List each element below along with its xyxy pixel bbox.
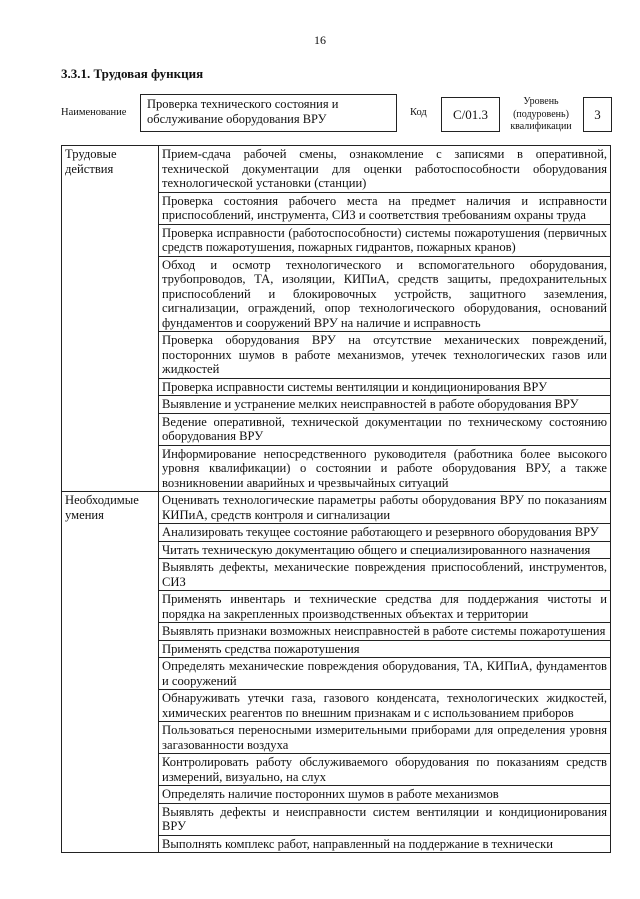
code-value-box: С/01.3 bbox=[441, 97, 500, 132]
page-number: 16 bbox=[314, 33, 326, 47]
item-cell: Проверка состояния рабочего места на предмет наличия и исправности приспособлений, инструмента, СИЗ и соответствия требованиям охраны труда bbox=[159, 192, 611, 224]
item-cell: Определять наличие посторонних шумов в работе механизмов bbox=[159, 786, 611, 804]
item-cell: Анализировать текущее состояние работающего и резервного оборудования ВРУ bbox=[159, 524, 611, 542]
table-row bbox=[62, 146, 611, 193]
section-title: 3.3.1. Трудовая функция bbox=[61, 66, 204, 81]
item-cell: Применять инвентарь и технические средства для поддержания чистоты и порядка на закрепленных производственных объектах и территории bbox=[159, 591, 611, 623]
item-cell: Выявлять дефекты и неисправности систем вентиляции и кондиционирования ВРУ bbox=[159, 803, 611, 835]
item-cell: Обход и осмотр технологического и вспомогательного оборудования, трубопроводов, ТА, изоляции, КИПиА, средств защиты, предохранительных приспособлений и блокировочных устройств, защитного заземления, сигнализации, ограждений, опор технологического оборудования, оснований фундаментов и сооружений ВРУ на наличие и исправность bbox=[159, 256, 611, 332]
item-cell: Выявлять признаки возможных неисправностей в работе системы пожаротушения bbox=[159, 623, 611, 641]
item-cell: Ведение оперативной, технической документации по техническому состоянию оборудования ВРУ bbox=[159, 413, 611, 445]
item-cell: Применять средства пожаротушения bbox=[159, 640, 611, 658]
item-cell: Прием-сдача рабочей смены, ознакомление с записями в оперативной, технической документации для оценки работоспособности оборудования технологической установки (станции) bbox=[159, 146, 611, 193]
function-table-body bbox=[62, 146, 611, 853]
item-cell: Контролировать работу обслуживаемого оборудования по показаниям средств измерений, визуально, на слух bbox=[159, 754, 611, 786]
item-cell: Проверка исправности (работоспособности) системы пожаротушения (первичных средств пожаротушения, пожарных гидрантов, пожарных кранов) bbox=[159, 224, 611, 256]
item-cell: Пользоваться переносными измерительными приборами для определения уровня загазованности воздуха bbox=[159, 722, 611, 754]
category-cell: Необходимые умения bbox=[62, 492, 159, 853]
item-cell: Выявлять дефекты, механические повреждения приспособлений, инструментов, СИЗ bbox=[159, 559, 611, 591]
code-label: Код bbox=[410, 107, 427, 118]
name-value-box: Проверка технического состояния и обслуживание оборудования ВРУ bbox=[140, 94, 397, 132]
item-cell: Выявление и устранение мелких неисправностей в работе оборудования ВРУ bbox=[159, 396, 611, 414]
item-cell: Определять механические повреждения оборудования, ТА, КИПиА, фундаментов и сооружений bbox=[159, 658, 611, 690]
table-row bbox=[62, 492, 611, 524]
level-value-box: 3 bbox=[583, 97, 612, 132]
item-cell: Оценивать технологические параметры работы оборудования ВРУ по показаниям КИПиА, средств контроля и сигнализации bbox=[159, 492, 611, 524]
name-label: Наименование bbox=[61, 107, 127, 118]
function-table bbox=[61, 145, 611, 853]
item-cell: Информирование непосредственного руководителя (работника более высокого уровня квалификации) о состоянии и работе оборудования ВРУ, а также возникновении аварийных и чрезвычайных ситуаций bbox=[159, 445, 611, 492]
item-cell: Проверка исправности системы вентиляции и кондиционирования ВРУ bbox=[159, 378, 611, 396]
item-cell: Выполнять комплекс работ, направленный на поддержание в технически bbox=[159, 835, 611, 853]
category-cell: Трудовые действия bbox=[62, 146, 159, 492]
item-cell: Проверка оборудования ВРУ на отсутствие механических повреждений, посторонних шумов в работе механизмов, утечек технологических газов или жидкостей bbox=[159, 332, 611, 379]
item-cell: Обнаруживать утечки газа, газового конденсата, технологических жидкостей, химических реагентов по внешним признакам и с использованием приборов bbox=[159, 690, 611, 722]
item-cell: Читать техническую документацию общего и специализированного назначения bbox=[159, 541, 611, 559]
level-label: Уровень (подуровень) квалификации bbox=[510, 96, 572, 132]
